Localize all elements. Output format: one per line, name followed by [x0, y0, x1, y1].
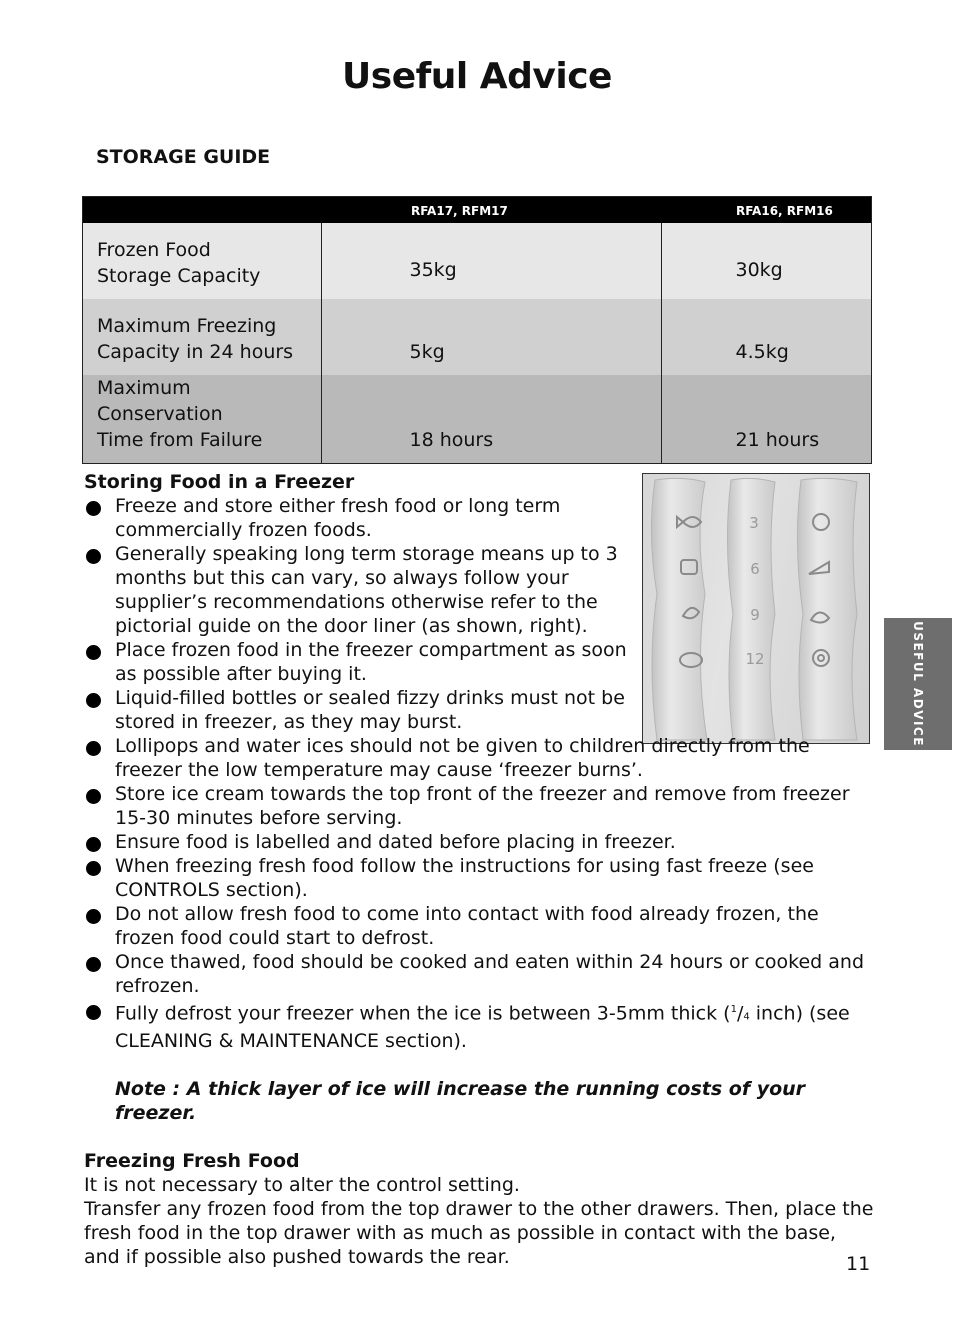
row-label-line: Maximum Freezing	[97, 315, 277, 337]
list-item: Lollipops and water ices should not be given to children directly from the freezer the low temperature may cause ‘freezer burns’.	[84, 734, 874, 782]
list-item: Ensure food is labelled and dated before placing in freezer.	[84, 830, 874, 854]
cell-value: 18 hours	[321, 375, 661, 464]
list-item-text: Fully defrost your freezer when the ice is between 3-5mm thick (	[115, 1002, 731, 1025]
storing-food-list	[84, 494, 874, 1053]
fresh-paragraph: It is not necessary to alter the control setting.	[84, 1174, 520, 1197]
header-rfa16: RFA16, RFM16	[661, 197, 872, 224]
fraction-denominator: 4	[743, 1011, 750, 1023]
fraction-slash: /	[736, 1002, 744, 1025]
page-title: Useful Advice	[342, 56, 612, 97]
fraction-numerator: 1	[730, 1004, 737, 1015]
list-item: Once thawed, food should be cooked and eaten within 24 hours or cooked and refrozen.	[84, 950, 874, 998]
row-label	[83, 375, 322, 464]
row-label	[83, 299, 322, 375]
storage-guide-table	[82, 196, 872, 464]
month-number: 6	[750, 560, 760, 578]
list-item: Store ice cream towards the top front of the freezer and remove from freezer 15-30 minutes before serving.	[84, 782, 874, 830]
side-section-tab	[884, 618, 952, 750]
note-text: Note : A thick layer of ice will increase the running costs of your freezer.	[115, 1078, 806, 1125]
cell-value: 5kg	[321, 299, 661, 375]
list-item: Do not allow fresh food to come into contact with food already frozen, the frozen food could start to defrost.	[84, 902, 874, 950]
month-number: 9	[750, 606, 760, 624]
row-label	[83, 223, 322, 299]
storing-food-heading: Storing Food in a Freezer	[84, 471, 355, 493]
table-row	[83, 223, 872, 299]
row-label-line: Maximum Conservation	[97, 377, 223, 425]
row-label-line: Frozen Food	[97, 239, 211, 261]
freezing-fresh-food-section	[84, 1149, 874, 1269]
month-number: 3	[749, 514, 759, 532]
list-item: Generally speaking long term storage means up to 3 months but this can vary, so always follow your supplier’s recommendations otherwise refer to the pictorial guide on the door liner (as shown, right).	[84, 542, 635, 638]
cell-value: 30kg	[661, 223, 872, 299]
row-label-line: Storage Capacity	[97, 265, 261, 287]
list-item: Liquid-filled bottles or sealed fizzy drinks must not be stored in freezer, as they may burst.	[84, 686, 635, 734]
list-item-text: inch) (see CLEANING & MAINTENANCE section).	[115, 1002, 850, 1053]
freezing-fresh-heading: Freezing Fresh Food	[84, 1150, 300, 1173]
cell-value: 4.5kg	[661, 299, 872, 375]
list-item: Freeze and store either fresh food or long term commercially frozen foods.	[84, 494, 635, 542]
header-blank	[83, 197, 322, 224]
month-number: 12	[745, 650, 765, 668]
cell-value: 21 hours	[661, 375, 872, 464]
cell-value: 35kg	[321, 223, 661, 299]
row-label-line: Capacity in 24 hours	[97, 341, 294, 363]
storage-guide-heading: STORAGE GUIDE	[96, 146, 271, 168]
list-item: When freezing fresh food follow the instructions for using fast freeze (see CONTROLS section).	[84, 854, 874, 902]
main-content	[84, 470, 874, 1269]
list-item	[84, 998, 874, 1053]
side-tab-label: USEFUL ADVICE	[911, 621, 925, 747]
table-header-row	[83, 197, 872, 224]
table-row	[83, 375, 872, 464]
header-rfa17: RFA17, RFM17	[321, 197, 661, 224]
page-number: 11	[846, 1253, 871, 1275]
table-row	[83, 299, 872, 375]
list-item: Place frozen food in the freezer compartment as soon as possible after buying it.	[84, 638, 635, 686]
fresh-paragraph: Transfer any frozen food from the top drawer to the other drawers. Then, place the fresh food in the top drawer with as much as possible in contact with the base, and if possible also pushed towards the rear.	[84, 1198, 874, 1269]
row-label-line: Time from Failure	[97, 429, 263, 451]
